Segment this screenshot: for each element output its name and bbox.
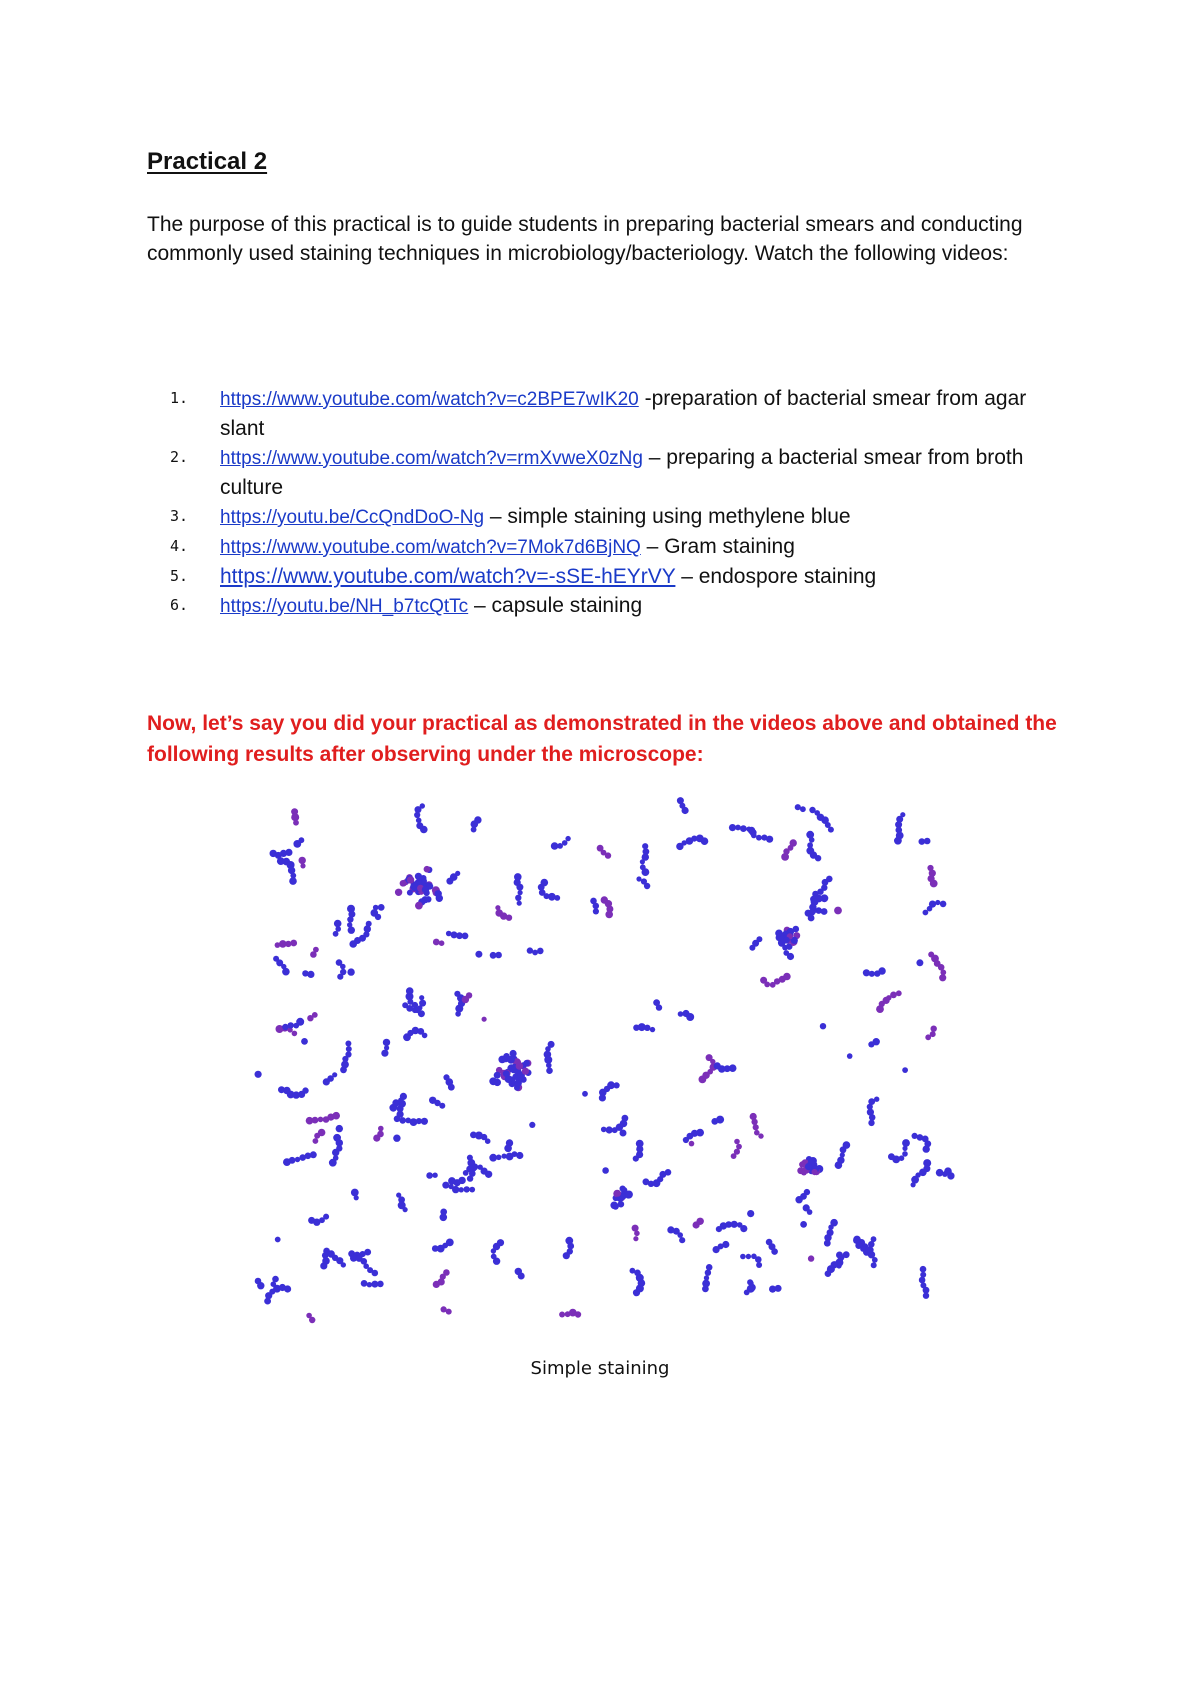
results-notice: Now, let’s say you did your practical as demonstrated in the videos above and obtained the following results after observing under the microscope: [147,712,1057,766]
video-link[interactable]: https://youtu.be/NH_b7tcQtTc [220,596,469,617]
page-title: Practical 2 [147,148,268,175]
video-link[interactable]: https://www.youtube.com/watch?v=rmXvweX0zNg [220,448,643,469]
video-description: – simple staining using methylene blue [484,505,851,528]
video-description: -preparation of bacterial smear from agar slant [220,387,1027,440]
list-item [170,591,1070,621]
list-item [170,443,1070,502]
list-item [170,532,1070,562]
video-link[interactable]: https://www.youtube.com/watch?v=7Mok7d6BjNQ [220,537,641,558]
list-number: 6. [170,596,189,614]
list-item [170,562,1070,591]
intro-paragraph: The purpose of this practical is to guide students in preparing bacterial smears and conducting commonly used staining techniques in microbiology/bacteriology. Watch the following videos: [147,213,1023,265]
list-item [170,502,1070,532]
video-description: – Gram staining [640,535,795,558]
list-item [170,384,1070,443]
list-number: 3. [170,507,189,525]
video-description: – preparing a bacterial smear from broth culture [220,446,1024,499]
figure-caption: Simple staining [530,1358,670,1379]
list-number: 1. [170,389,189,407]
list-number: 4. [170,537,189,555]
video-link[interactable]: https://www.youtube.com/watch?v=-sSE-hEYrVY [220,565,676,588]
micrograph-image [250,796,962,1330]
list-number: 2. [170,448,189,466]
list-number: 5. [170,567,189,585]
video-description: – capsule staining [468,594,643,617]
video-link[interactable]: https://youtu.be/CcQndDoO-Ng [220,507,485,528]
video-description: – endospore staining [675,565,877,588]
video-list [170,384,1070,621]
video-link[interactable]: https://www.youtube.com/watch?v=c2BPE7wIK20 [220,389,639,410]
